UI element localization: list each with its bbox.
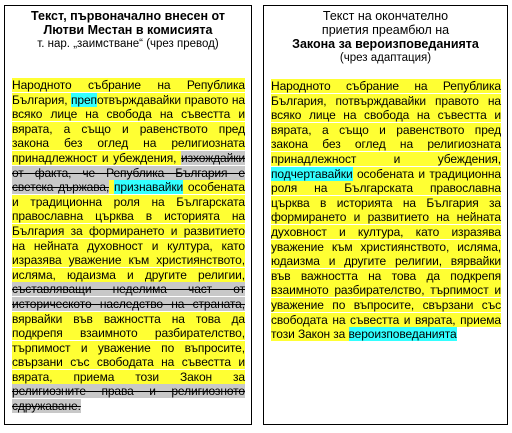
original-subtitle: т. нар. „заимстване“ (чрез превод)	[37, 38, 219, 50]
text-segment: подчертавайки	[271, 166, 353, 181]
final-preamble-text	[271, 79, 501, 342]
original-title-line-1: Текст, първоначално внесен от	[31, 9, 225, 23]
final-subtitle: (чрез адаптация)	[339, 52, 432, 64]
original-text-header	[5, 6, 251, 51]
text-segment: Народното събрание на Република България,	[271, 79, 501, 108]
text-segment: особената и традиционна роля на Българската православна църква в историята на България за формирането и развитието на нейната духовност и култура, като изразява уважение към християнството, исляма, юдаизма и другите религии, вярвайки във важността на това да подкрепя взаимното разбирателство, търпимост и уважение по въпросите, свързани със свободата на съвестта и вярата, приема този Закон за	[271, 166, 501, 342]
final-text-header	[264, 6, 507, 65]
text-segment: преп	[71, 92, 97, 107]
original-title-line-2: Лютви Местан в комисията	[43, 23, 213, 37]
text-segment: отвърждавайки правото на всяко лице на свобода на съвестта и вярата, а също и равенството пред закона без оглед на религиозната принадлежност и убеждения,	[12, 92, 245, 165]
final-title-line-3: Закона за вероизповеданията	[292, 37, 479, 51]
original-preamble-text	[12, 78, 245, 414]
text-segment: особената и традиционна роля на Българската православна църква в историята на България за формирането и развитието на нейната духовност и култура, като изразява уважение към християнството, исляма, юдаизма и другите религии,	[12, 180, 245, 282]
text-segment: Народното събрание на Република България,	[12, 78, 245, 107]
final-title-line-2: приетия преамбюл на	[321, 23, 450, 37]
text-segment: изхождайки от факта, че Република България е светска държава,	[12, 150, 245, 195]
original-text-panel	[4, 5, 252, 425]
final-text-panel	[263, 5, 508, 425]
text-segment: вярвайки във важността на това да подкрепя взаимното разбирателство, търпимост и уважение по въпросите, свързани със свободата на съвестта и вярата, приема този Закон за	[12, 311, 245, 384]
text-segment: потвърждавайки правото на всяко лице на свобода на съвестта и вярата, а също и равенството пред закона без оглед на религиозната принадлежност и убеждения,	[271, 93, 501, 166]
text-segment: вероизповеданията	[348, 327, 457, 342]
text-segment: религиозните права и религиозното сдружаване.	[12, 384, 245, 414]
text-segment: признавайки	[113, 180, 184, 195]
final-title-line-1: Текст на окончателно	[322, 9, 449, 23]
text-segment: съставляващи неделима част от историческото наследство на страната,	[12, 282, 245, 311]
